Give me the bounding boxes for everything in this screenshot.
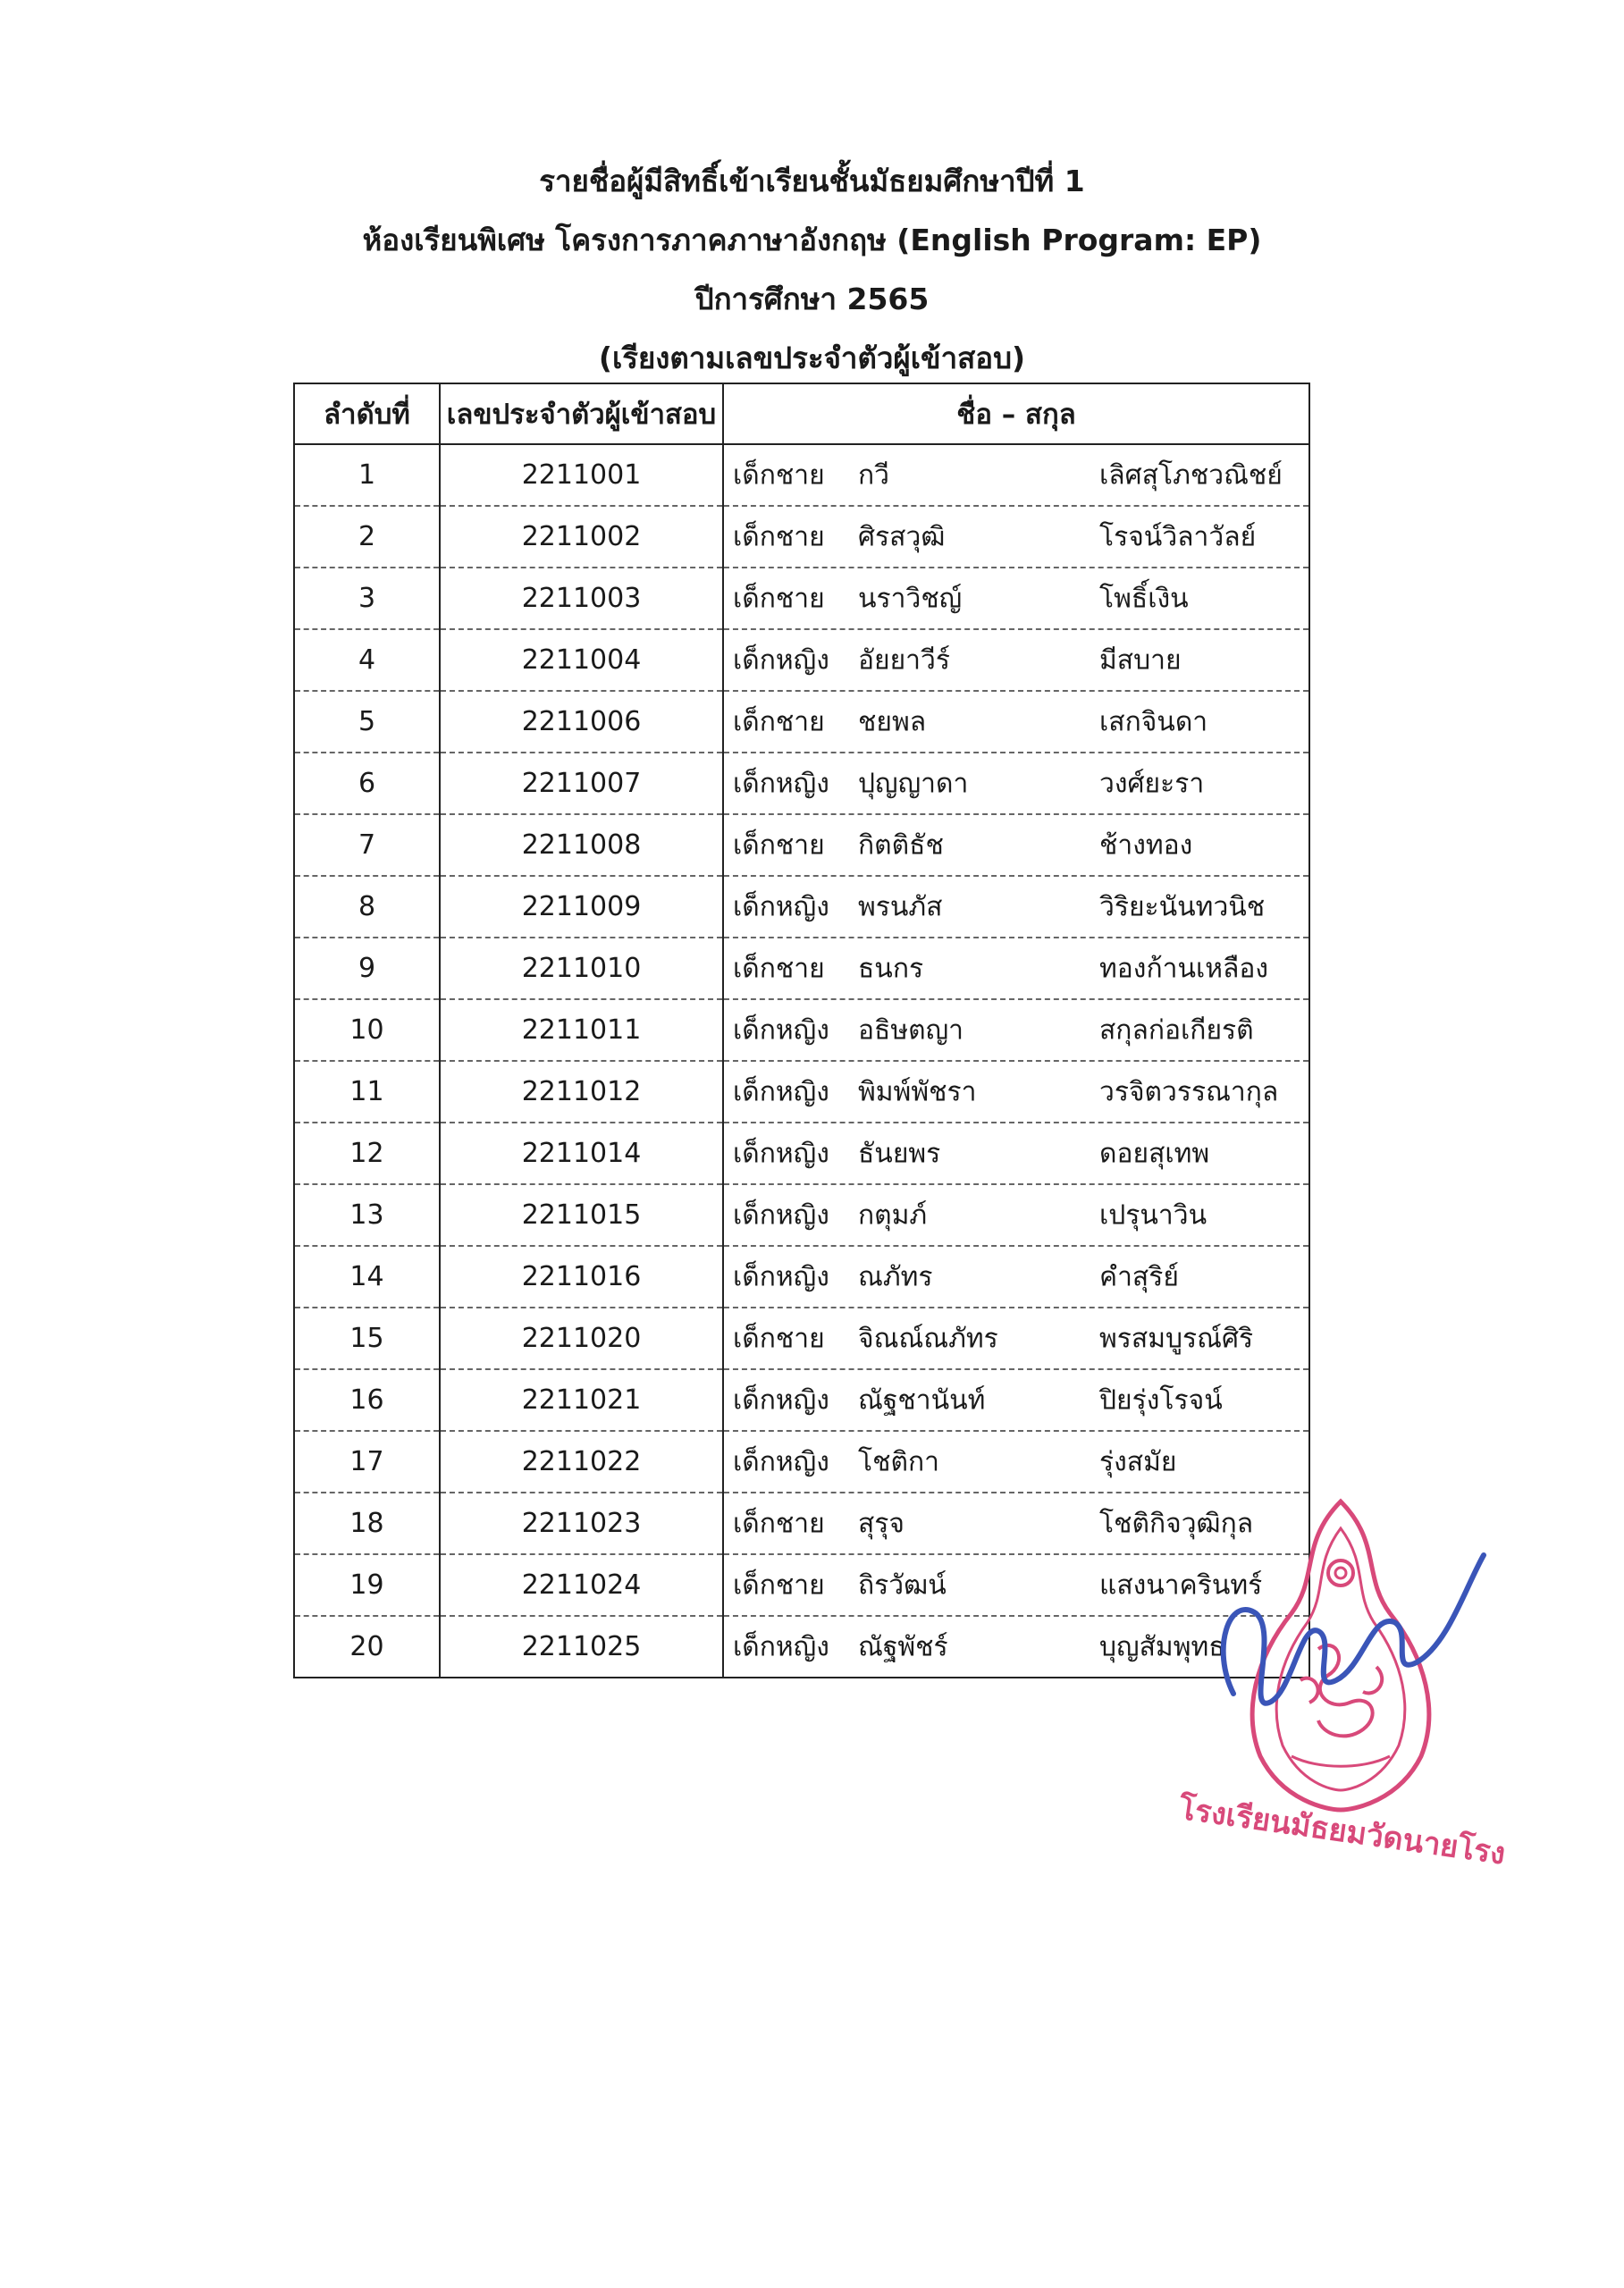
- first-name: โชติกา: [858, 1446, 939, 1477]
- name-prefix: เด็กหญิง: [733, 644, 829, 676]
- name-prefix: เด็กชาย: [733, 1569, 825, 1601]
- row-order: 18: [294, 1493, 440, 1554]
- row-full-name: [723, 938, 1309, 999]
- row-order: 4: [294, 629, 440, 691]
- row-full-name: [723, 1431, 1309, 1493]
- name-prefix: เด็กหญิง: [733, 1014, 829, 1046]
- name-prefix: เด็กชาย: [733, 583, 825, 614]
- table-row: [294, 629, 1309, 691]
- first-name: จิณณ์ณภัทร: [858, 1323, 998, 1354]
- row-exam-id: 2211025: [440, 1616, 723, 1678]
- first-name: ชยพล: [858, 706, 927, 737]
- name-prefix: เด็กหญิง: [733, 1076, 829, 1107]
- last-name: สกุลก่อเกียรติ: [1099, 1014, 1254, 1046]
- row-full-name: [723, 691, 1309, 753]
- last-name: เลิศสุโภชวณิชย์: [1099, 459, 1283, 491]
- table-row: [294, 444, 1309, 506]
- document-header: [0, 152, 1624, 388]
- first-name: ณัฐพัชร์: [858, 1631, 948, 1662]
- table-row: [294, 876, 1309, 938]
- last-name: วงศ์ยะรา: [1099, 768, 1205, 799]
- table-row: [294, 691, 1309, 753]
- last-name: ช้างทอง: [1099, 829, 1193, 861]
- row-order: 17: [294, 1431, 440, 1493]
- last-name: เปรุนาวิน: [1099, 1199, 1207, 1231]
- row-full-name: [723, 999, 1309, 1061]
- table-row: [294, 1493, 1309, 1554]
- row-full-name: [723, 753, 1309, 814]
- first-name: กวี: [858, 459, 890, 491]
- row-order: 1: [294, 444, 440, 506]
- row-order: 8: [294, 876, 440, 938]
- row-exam-id: 2211004: [440, 629, 723, 691]
- row-full-name: [723, 1123, 1309, 1184]
- row-exam-id: 2211020: [440, 1308, 723, 1369]
- row-order: 14: [294, 1246, 440, 1308]
- last-name: พรสมบูรณ์ศิริ: [1099, 1323, 1254, 1354]
- row-full-name: [723, 568, 1309, 629]
- table-row: [294, 1061, 1309, 1123]
- header-full-name: ชื่อ – สกุล: [723, 383, 1309, 444]
- row-order: 12: [294, 1123, 440, 1184]
- table-row: [294, 1308, 1309, 1369]
- first-name: ณัฐชานันท์: [858, 1384, 986, 1416]
- first-name: ธนกร: [858, 953, 924, 984]
- last-name: รุ่งสมัย: [1099, 1446, 1177, 1477]
- last-name: ดอยสุเทพ: [1099, 1138, 1210, 1169]
- row-exam-id: 2211001: [440, 444, 723, 506]
- title-line-4: (เรียงตามเลขประจำตัวผู้เข้าสอบ): [598, 341, 1026, 375]
- table-row: [294, 506, 1309, 568]
- name-prefix: เด็กหญิง: [733, 1261, 829, 1292]
- header-order: ลำดับที่: [294, 383, 440, 444]
- row-exam-id: 2211010: [440, 938, 723, 999]
- row-full-name: [723, 1369, 1309, 1431]
- first-name: ณภัทร: [858, 1261, 933, 1292]
- table-row: [294, 753, 1309, 814]
- table-row: [294, 999, 1309, 1061]
- name-prefix: เด็กชาย: [733, 706, 825, 737]
- first-name: ธันยพร: [858, 1138, 941, 1169]
- last-name: วิริยะนันทวนิช: [1099, 891, 1266, 922]
- first-name: ศิรสวุฒิ: [858, 521, 946, 552]
- row-exam-id: 2211006: [440, 691, 723, 753]
- row-exam-id: 2211023: [440, 1493, 723, 1554]
- row-exam-id: 2211015: [440, 1184, 723, 1246]
- row-full-name: [723, 444, 1309, 506]
- row-order: 19: [294, 1554, 440, 1616]
- first-name: กตุมภ์: [858, 1199, 928, 1231]
- table-header-row: [294, 383, 1309, 444]
- table-row: [294, 1123, 1309, 1184]
- last-name: แสงนาครินทร์: [1099, 1569, 1263, 1601]
- name-prefix: เด็กชาย: [733, 829, 825, 861]
- last-name: โชติกิจวุฒิกุล: [1099, 1508, 1254, 1539]
- first-name: ถิรวัฒน์: [858, 1569, 947, 1601]
- row-full-name: [723, 1308, 1309, 1369]
- last-name: มีสบาย: [1099, 644, 1182, 676]
- row-full-name: [723, 814, 1309, 876]
- row-order: 10: [294, 999, 440, 1061]
- header-exam-id: เลขประจำตัวผู้เข้าสอบ: [440, 383, 723, 444]
- row-exam-id: 2211016: [440, 1246, 723, 1308]
- row-exam-id: 2211024: [440, 1554, 723, 1616]
- first-name: อธิษตญา: [858, 1014, 963, 1046]
- first-name: สุรุจ: [858, 1508, 905, 1539]
- row-exam-id: 2211002: [440, 506, 723, 568]
- title-line-1: รายชื่อผู้มีสิทธิ์เข้าเรียนชั้นมัธยมศึกษาปีที่ 1: [539, 164, 1085, 198]
- name-prefix: เด็กชาย: [733, 459, 825, 491]
- row-exam-id: 2211003: [440, 568, 723, 629]
- row-exam-id: 2211014: [440, 1123, 723, 1184]
- row-order: 6: [294, 753, 440, 814]
- last-name: ปิยรุ่งโรจน์: [1099, 1384, 1223, 1416]
- first-name: พิมพ์พัชรา: [858, 1076, 977, 1107]
- row-order: 3: [294, 568, 440, 629]
- table-row: [294, 1369, 1309, 1431]
- row-full-name: [723, 1246, 1309, 1308]
- title-line-3: ปีการศึกษา 2565: [694, 282, 930, 316]
- table-row: [294, 1554, 1309, 1616]
- table-row: [294, 814, 1309, 876]
- seal-text: โรงเรียนมัธยมวัดนายโรง: [1176, 1790, 1508, 1872]
- name-prefix: เด็กชาย: [733, 1323, 825, 1354]
- row-order: 5: [294, 691, 440, 753]
- table-row: [294, 1246, 1309, 1308]
- row-order: 20: [294, 1616, 440, 1678]
- first-name: พรนภัส: [858, 891, 943, 922]
- last-name: วรจิตวรรณากุล: [1099, 1076, 1279, 1107]
- name-prefix: เด็กชาย: [733, 1508, 825, 1539]
- table-row: [294, 1616, 1309, 1678]
- table-body: [294, 444, 1309, 1678]
- name-prefix: เด็กหญิง: [733, 1631, 829, 1662]
- name-prefix: เด็กชาย: [733, 521, 825, 552]
- row-exam-id: 2211021: [440, 1369, 723, 1431]
- row-full-name: [723, 876, 1309, 938]
- last-name: คำสุริย์: [1099, 1261, 1179, 1292]
- first-name: ปุญญาดา: [858, 768, 969, 799]
- name-prefix: เด็กหญิง: [733, 1138, 829, 1169]
- name-prefix: เด็กหญิง: [733, 1199, 829, 1231]
- last-name: เสกจินดา: [1099, 706, 1208, 737]
- row-order: 16: [294, 1369, 440, 1431]
- row-full-name: [723, 1184, 1309, 1246]
- row-full-name: [723, 506, 1309, 568]
- title-line-2: ห้องเรียนพิเศษ โครงการภาคภาษาอังกฤษ (English Program: EP): [362, 223, 1262, 257]
- name-prefix: เด็กหญิง: [733, 1384, 829, 1416]
- first-name: อัยยาวีร์: [858, 644, 950, 676]
- last-name: บุญสัมพุทธ: [1099, 1631, 1225, 1662]
- first-name: กิตติธัช: [858, 829, 944, 861]
- row-order: 2: [294, 506, 440, 568]
- last-name: ทองก้านเหลือง: [1099, 953, 1269, 984]
- name-prefix: เด็กหญิง: [733, 891, 829, 922]
- row-full-name: [723, 629, 1309, 691]
- table-row: [294, 938, 1309, 999]
- table-row: [294, 1184, 1309, 1246]
- row-exam-id: 2211008: [440, 814, 723, 876]
- row-order: 9: [294, 938, 440, 999]
- row-order: 7: [294, 814, 440, 876]
- row-order: 15: [294, 1308, 440, 1369]
- row-order: 11: [294, 1061, 440, 1123]
- name-prefix: เด็กชาย: [733, 953, 825, 984]
- row-exam-id: 2211007: [440, 753, 723, 814]
- row-exam-id: 2211011: [440, 999, 723, 1061]
- name-prefix: เด็กหญิง: [733, 1446, 829, 1477]
- table-row: [294, 568, 1309, 629]
- row-exam-id: 2211012: [440, 1061, 723, 1123]
- table-row: [294, 1431, 1309, 1493]
- last-name: โรจน์วิลาวัลย์: [1099, 521, 1257, 552]
- row-full-name: [723, 1061, 1309, 1123]
- last-name: โพธิ์เงิน: [1099, 583, 1189, 614]
- row-exam-id: 2211009: [440, 876, 723, 938]
- row-exam-id: 2211022: [440, 1431, 723, 1493]
- row-order: 13: [294, 1184, 440, 1246]
- first-name: นราวิชญ์: [858, 583, 963, 614]
- name-prefix: เด็กหญิง: [733, 768, 829, 799]
- student-roster-table: [293, 383, 1310, 1678]
